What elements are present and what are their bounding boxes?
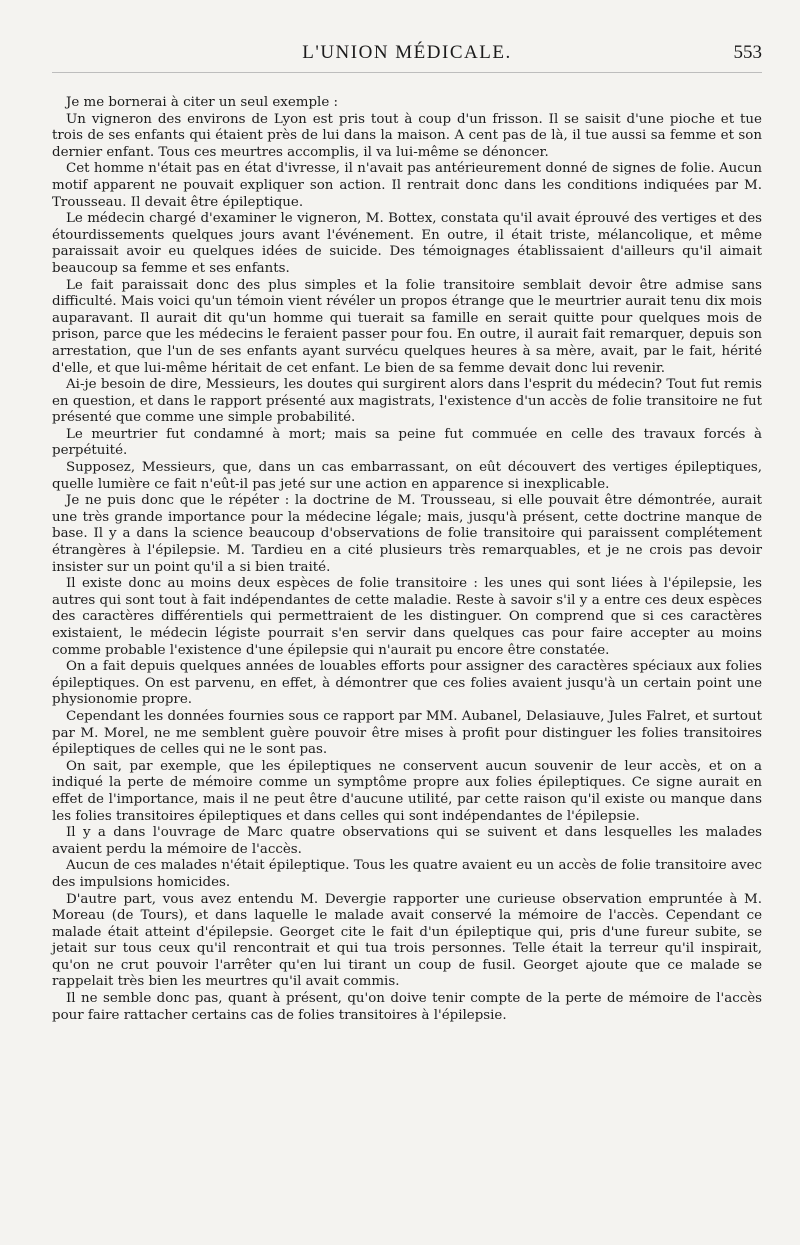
paragraph: Il ne semble donc pas, quant à présent, qu'on doive tenir compte de la perte de mémoire de l'accès pour faire rattacher certains cas de folies transitoires à l'épilepsie. xyxy=(52,991,762,1023)
body-text xyxy=(52,95,762,1024)
paragraph: Je me bornerai à citer un seul exemple : xyxy=(66,95,339,110)
paragraph: Cet homme n'était pas en état d'ivresse, il n'avait pas antérieurement donné de signes de folie. Aucun motif apparent ne pouvait expliquer son action. Il rentrait donc dans les conditions indiquées par M. Trousseau. Il devait être épileptique. xyxy=(52,161,762,210)
page-number: 553 xyxy=(733,42,762,63)
running-header xyxy=(52,42,762,73)
paragraph: Aucun de ces malades n'était épileptique. Tous les quatre avaient eu un accès de folie transitoire avec des impulsions homicides. xyxy=(52,858,762,890)
paragraph: Le meurtrier fut condamné à mort; mais sa peine fut commuée en celle des travaux forcés à perpétuité. xyxy=(52,426,762,459)
paragraph: On a fait depuis quelques années de louables efforts pour assigner des caractères spéciaux aux folies épileptiques. On est parvenu, en effet, à démontrer que ces folies avaient jusqu'à un certain point une physionomie propre. xyxy=(52,659,762,708)
paragraph: Cependant les données fournies sous ce rapport par MM. Aubanel, Delasiauve, Jules Falret, et surtout par M. Morel, ne me semblent guère pouvoir être mises à profit pour distinguer les folies transitoires épileptiques de celles qui ne le sont pas. xyxy=(52,708,762,758)
paragraph: Ai-je besoin de dire, Messieurs, les doutes qui surgirent alors dans l'esprit du médecin? Tout fut remis en question, et dans le rapport présenté aux magistrats, l'existence d'un accès de folie transitoire ne fut présenté que comme une simple probabilité. xyxy=(52,377,762,426)
paragraph: Il existe donc au moins deux espèces de folie transitoire : les unes qui sont liées à l'épilepsie, les autres qui sont tout à fait indépendantes de cette maladie. Reste à savoir s'il y a entre ces deux espèces des caractères différentiels qui permettraient de les distinguer. On comprend que si ces caractères existaient, le médecin légiste pourrait s'en servir dans quelques cas pour faire accepter au moins comme probable l'existence d'une épilepsie qui n'aurait pu encore être constatée. xyxy=(52,576,762,658)
paragraph: Je ne puis donc que le répéter : la doctrine de M. Trousseau, si elle pouvait être démontrée, aurait une très grande importance pour la médecine légale; mais, jusqu'à présent, cette doctrine manque de base. Il y a dans la science beaucoup d'observations de folie transitoire qui paraissent complétement étrangères à l'épilepsie. M. Tardieu en a cité plusieurs très remarquables, et je ne crois pas devoir insister sur un point qu'il a si bien traité. xyxy=(52,493,762,575)
paragraph: Un vigneron des environs de Lyon est pris tout à coup d'un frisson. Il se saisit d'une pioche et tue trois de ses enfants qui étaient près de lui dans la maison. A cent pas de là, il tue aussi sa femme et son dernier enfant. Tous ces meurtres accomplis, il va lui-même se dénoncer. xyxy=(52,111,762,160)
paragraph: Le fait paraissait donc des plus simples et la folie transitoire semblait devoir être admise sans difficulté. Mais voici qu'un témoin vient révéler un propos étrange que le meurtrier aurait tenu dix mois auparavant. Il aurait dit qu'un homme qui tuerait sa famille en serait quitte pour quelques mois de prison, parce que les médecins le feraient passer pour fou. En outre, il aurait fait remarquer, depuis son arrestation, que l'un de ses enfants ayant survécu quelques heures à sa mère, avait, par le fait, hérité d'elle, et que lui-même héritait de cet enfant. Le bien de sa femme devait donc lui revenir. xyxy=(52,277,762,376)
journal-title: L'UNION MÉDICALE. xyxy=(302,42,512,63)
paragraph: Le médecin chargé d'examiner le vigneron, M. Bottex, constata qu'il avait éprouvé des vertiges et des étourdissements quelques jours avant l'événement. En outre, il était triste, mélancolique, et même paraissait avoir eu quelques idées de suicide. Des témoignages établissaient d'ailleurs qu'il aimait beaucoup sa femme et ses enfants. xyxy=(52,211,762,276)
paragraph: Supposez, Messieurs, que, dans un cas embarrassant, on eût découvert des vertiges épileptiques, quelle lumière ce fait n'eût-il pas jeté sur une action en apparence si inexplicable. xyxy=(52,460,762,492)
paragraph: Il y a dans l'ouvrage de Marc quatre observations qui se suivent et dans lesquelles les malades avaient perdu la mémoire de l'accès. xyxy=(52,825,762,857)
paragraph: On sait, par exemple, que les épileptiques ne conservent aucun souvenir de leur accès, et on a indiqué la perte de mémoire comme un symptôme propre aux folies épileptiques. Ce signe aurait en effet de l'importance, mais il ne peut être d'aucune utilité, par cette raison qu'il existe ou manque dans les folies transitoires épileptiques et dans celles qui sont indépendantes de l'épilepsie. xyxy=(52,758,762,824)
paragraph: D'autre part, vous avez entendu M. Devergie rapporter une curieuse observation empruntée à M. Moreau (de Tours), et dans laquelle le malade avait conservé la mémoire de l'accès. Cependant ce malade était atteint d'épilepsie. Georget cite le fait d'un épileptique qui, pris d'une fureur subite, se jetait sur tous ceux qu'il rencontrait et qui tua trois personnes. Telle était la terreur qu'il inspirait, qu'on ne crut pouvoir l'arrêter qu'en lui tirant un coup de fusil. Georget ajoute que ce malade se rappelait très bien les meurtres qu'il avait commis. xyxy=(52,891,762,990)
